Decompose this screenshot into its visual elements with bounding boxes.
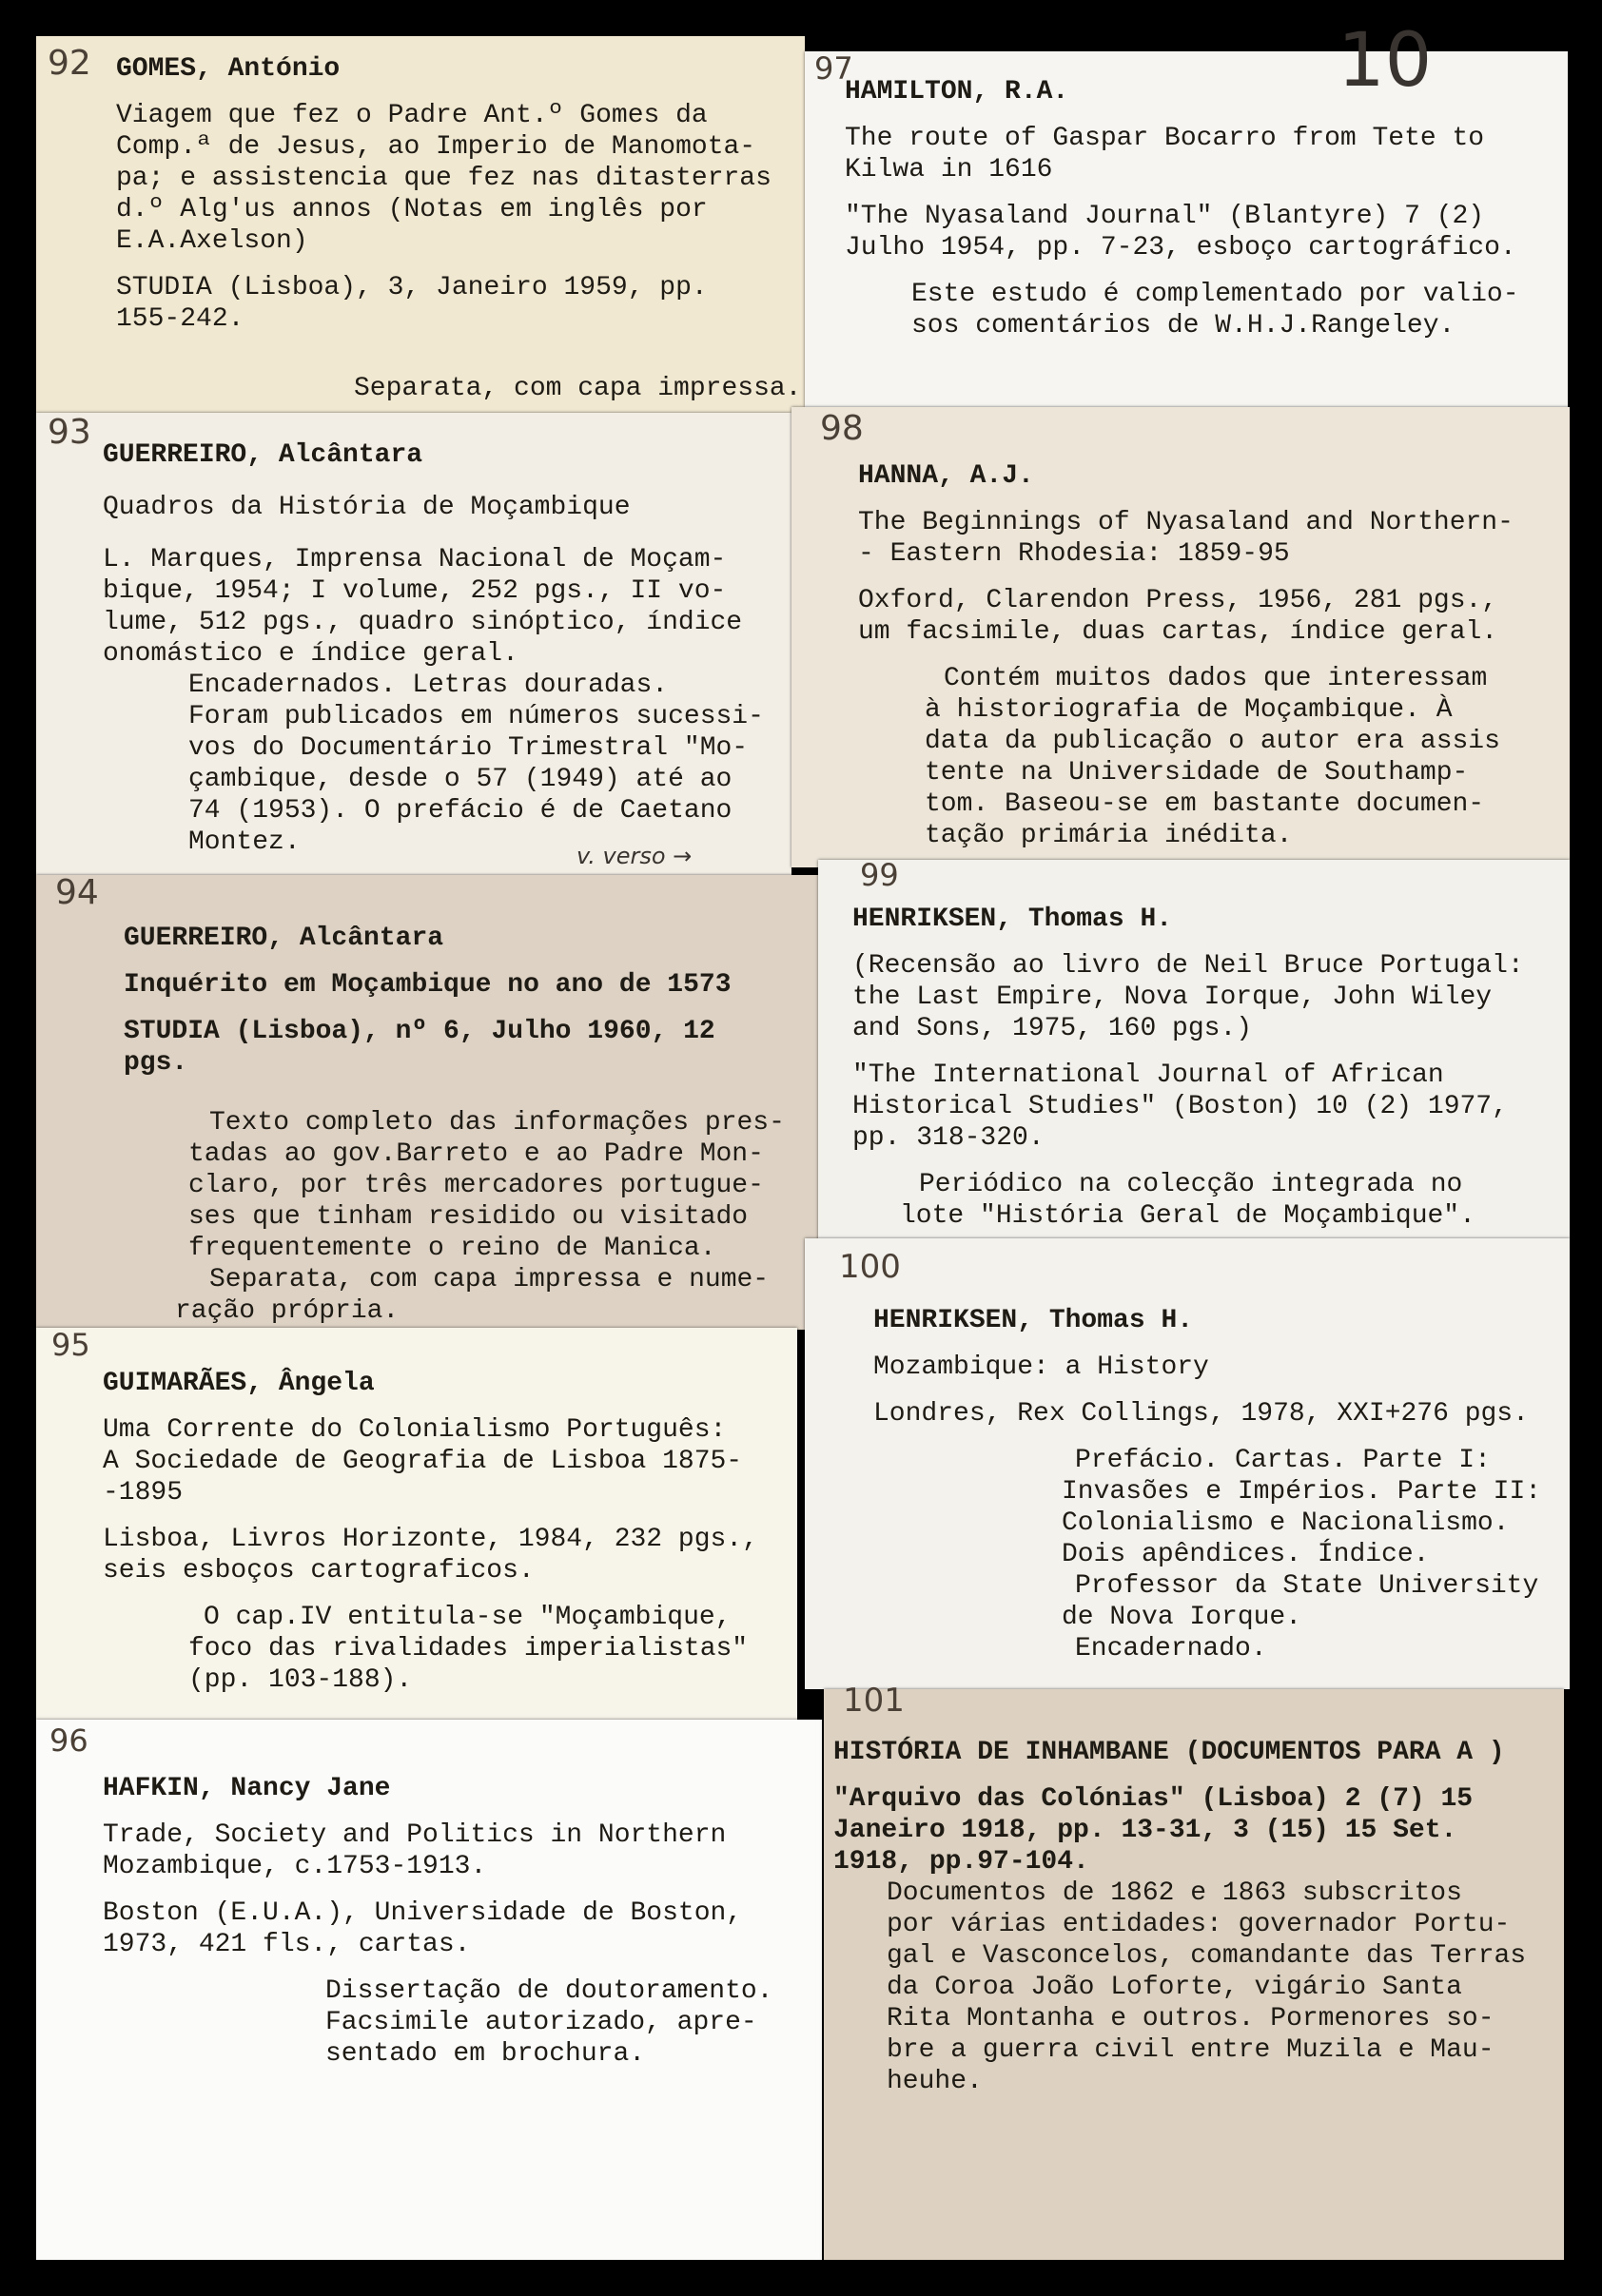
note-line: da Coroa João Loforte, vigário Santa bbox=[887, 1973, 1462, 2002]
card-heading: HENRIKSEN, Thomas H. bbox=[852, 905, 1173, 934]
catalog-card-93 bbox=[36, 413, 791, 877]
note-line: Este estudo é complementado por valio- bbox=[911, 280, 1519, 309]
title-line: and Sons, 1975, 160 pgs.) bbox=[852, 1014, 1253, 1043]
source-line: bique, 1954; I volume, 252 pgs., II vo- bbox=[103, 576, 727, 606]
note-line: à historiografia de Moçambique. À bbox=[925, 695, 1453, 725]
note-line: foco das rivalidades imperialistas" bbox=[188, 1634, 749, 1664]
note-line: Foram publicados em números sucessi- bbox=[188, 702, 764, 731]
card-heading: HISTÓRIA DE INHAMBANE (DOCUMENTOS PARA A ) bbox=[833, 1738, 1505, 1767]
note-line: frequentemente o reino de Manica. bbox=[188, 1234, 716, 1263]
note-line: O cap.IV entitula-se "Moçambique, bbox=[204, 1603, 732, 1632]
card-number: 92 bbox=[48, 44, 91, 83]
note-line: de Nova Iorque. bbox=[1062, 1603, 1302, 1632]
note-line: heuhe. bbox=[887, 2067, 983, 2096]
note-line: Texto completo das informações pres- bbox=[209, 1108, 785, 1138]
note-line: lote "História Geral de Moçambique". bbox=[900, 1201, 1475, 1231]
catalog-card-101 bbox=[824, 1682, 1564, 2260]
source-line: "The International Journal of African bbox=[852, 1060, 1444, 1090]
title-line: Viagem que fez o Padre Ant.º Gomes da bbox=[116, 101, 708, 130]
note-line: tom. Baseou-se em bastante documen- bbox=[925, 789, 1485, 819]
note-line: Colonialismo e Nacionalismo. bbox=[1062, 1508, 1510, 1538]
title-line: -1895 bbox=[103, 1478, 184, 1508]
card-number: 93 bbox=[48, 413, 91, 452]
source-line: Lisboa, Livros Horizonte, 1984, 232 pgs., bbox=[103, 1525, 758, 1554]
card-heading: HENRIKSEN, Thomas H. bbox=[873, 1306, 1194, 1335]
note-line: 74 (1953). O prefácio é de Caetano bbox=[188, 796, 733, 826]
card-heading: GUIMARÃES, Ângela bbox=[103, 1369, 375, 1398]
source-line: lume, 512 pgs., quadro sinóptico, índice bbox=[103, 608, 743, 637]
title-line: Mozambique, c.1753-1913. bbox=[103, 1852, 487, 1881]
title-line: Kilwa in 1616 bbox=[845, 155, 1053, 185]
title-line: - Eastern Rhodesia: 1859-95 bbox=[858, 539, 1290, 569]
catalog-card-98 bbox=[791, 407, 1570, 867]
title-line: (Recensão ao livro de Neil Bruce Portugal: bbox=[852, 951, 1524, 981]
note-line: bre a guerra civil entre Muzila e Mau- bbox=[887, 2035, 1495, 2065]
source-line: pp. 318-320. bbox=[852, 1123, 1045, 1153]
card-heading: GUERREIRO, Alcântara bbox=[124, 924, 444, 953]
title-line: Mozambique: a History bbox=[873, 1352, 1209, 1382]
card-number: 96 bbox=[49, 1722, 88, 1759]
title-line: The Beginnings of Nyasaland and Northern- bbox=[858, 508, 1514, 537]
source-line: um facsimile, duas cartas, índice geral. bbox=[858, 617, 1498, 647]
note-line: sos comentários de W.H.J.Rangeley. bbox=[911, 311, 1455, 341]
card-heading: GOMES, António bbox=[116, 54, 341, 84]
note-line: tação primária inédita. bbox=[925, 821, 1293, 850]
note-line: Encadernados. Letras douradas. bbox=[188, 671, 669, 700]
catalog-card-94 bbox=[36, 875, 818, 1330]
note-line: por várias entidades: governador Portu- bbox=[887, 1910, 1511, 1939]
source-line: Historical Studies" (Boston) 10 (2) 1977, bbox=[852, 1092, 1508, 1121]
note-line: Dois apêndices. Índice. bbox=[1062, 1540, 1430, 1569]
card-number: 98 bbox=[820, 409, 864, 448]
catalog-card-97 bbox=[805, 18, 1568, 407]
source-line: "The Nyasaland Journal" (Blantyre) 7 (2) bbox=[845, 202, 1485, 231]
title-line: A Sociedade de Geografia de Lisboa 1875- bbox=[103, 1447, 743, 1476]
source-line: "Arquivo das Colónias" (Lisboa) 2 (7) 15 bbox=[833, 1784, 1474, 1814]
source-line: onomástico e índice geral. bbox=[103, 639, 518, 669]
note-line: Montez. bbox=[188, 827, 301, 857]
note-line: gal e Vasconcelos, comandante das Terras bbox=[887, 1941, 1527, 1971]
note-line: ração própria. bbox=[175, 1296, 400, 1326]
title-line: Inquérito em Moçambique no ano de 1573 bbox=[124, 970, 732, 1000]
note-line: Invasões e Impérios. Parte II: bbox=[1062, 1477, 1542, 1507]
card-heading: GUERREIRO, Alcântara bbox=[103, 440, 423, 470]
source-line: Oxford, Clarendon Press, 1956, 281 pgs., bbox=[858, 586, 1498, 615]
note-line: vos do Documentário Trimestral "Mo- bbox=[188, 733, 749, 763]
source-line: 1918, pp.97-104. bbox=[833, 1847, 1089, 1877]
title-line: Trade, Society and Politics in Northern bbox=[103, 1820, 727, 1850]
source-line: 1973, 421 fls., cartas. bbox=[103, 1930, 471, 1959]
card-heading: HAFKIN, Nancy Jane bbox=[103, 1774, 391, 1803]
source-line: STUDIA (Lisboa), nº 6, Julho 1960, 12 bbox=[124, 1017, 715, 1046]
title-line: pa; e assistencia que fez nas ditasterras bbox=[116, 164, 772, 193]
handwritten-mark: 10 bbox=[1338, 18, 1433, 104]
title-line: The route of Gaspar Bocarro from Tete to bbox=[845, 124, 1485, 153]
note-line: Documentos de 1862 e 1863 subscritos bbox=[887, 1878, 1462, 1908]
note-line: Separata, com capa impressa e nume- bbox=[209, 1265, 770, 1294]
note-line: çambique, desde o 57 (1949) até ao bbox=[188, 765, 733, 794]
card-number: 94 bbox=[55, 873, 99, 912]
catalog-card-92 bbox=[36, 36, 805, 417]
handwritten-note: v. verso → bbox=[576, 843, 693, 869]
note-line: (pp. 103-188). bbox=[188, 1665, 413, 1695]
note-line: claro, por três mercadores portugue- bbox=[188, 1171, 764, 1200]
card-number: 100 bbox=[839, 1248, 901, 1286]
note-line: Rita Montanha e outros. Pormenores so- bbox=[887, 2004, 1495, 2033]
catalog-card-100 bbox=[805, 1238, 1570, 1689]
source-line: L. Marques, Imprensa Nacional de Moçam- bbox=[103, 545, 727, 574]
source-line: 155-242. bbox=[116, 304, 244, 334]
title-line: Comp.ª de Jesus, ao Imperio de Manomota- bbox=[116, 132, 756, 162]
note-line: sentado em brochura. bbox=[325, 2039, 646, 2069]
source-line: pgs. bbox=[124, 1048, 188, 1078]
source-line: Janeiro 1918, pp. 13-31, 3 (15) 15 Set. bbox=[833, 1816, 1457, 1845]
note-line: Facsimile autorizado, apre- bbox=[325, 2008, 757, 2037]
card-number: 97 bbox=[814, 50, 853, 87]
title-line: Uma Corrente do Colonialismo Português: bbox=[103, 1415, 727, 1445]
note-line: Separata, com capa impressa. bbox=[354, 374, 802, 403]
card-number: 95 bbox=[51, 1327, 90, 1363]
catalog-card-99 bbox=[818, 857, 1570, 1240]
source-line: Boston (E.U.A.), Universidade de Boston, bbox=[103, 1898, 743, 1928]
title-line: Quadros da História de Moçambique bbox=[103, 493, 631, 522]
note-line: data da publicação o autor era assis bbox=[925, 727, 1500, 756]
source-line: Julho 1954, pp. 7-23, esboço cartográfico. bbox=[845, 233, 1516, 263]
title-line: d.º Alg'us annos (Notas em inglês por bbox=[116, 195, 708, 224]
title-line: the Last Empire, Nova Iorque, John Wiley bbox=[852, 983, 1493, 1012]
card-number: 99 bbox=[860, 857, 899, 893]
note-line: tente na Universidade de Southamp- bbox=[925, 758, 1469, 788]
catalog-card-96 bbox=[36, 1720, 822, 2260]
note-line: Prefácio. Cartas. Parte I: bbox=[1075, 1446, 1491, 1475]
card-heading: HANNA, A.J. bbox=[858, 461, 1034, 491]
source-line: STUDIA (Lisboa), 3, Janeiro 1959, pp. bbox=[116, 273, 708, 302]
source-line: Londres, Rex Collings, 1978, XXI+276 pgs. bbox=[873, 1399, 1529, 1429]
card-number: 101 bbox=[843, 1682, 905, 1720]
note-line: Periódico na colecção integrada no bbox=[919, 1170, 1463, 1199]
note-line: tadas ao gov.Barreto e ao Padre Mon- bbox=[188, 1139, 764, 1169]
note-line: Professor da State University bbox=[1075, 1571, 1539, 1601]
note-line: Encadernado. bbox=[1075, 1634, 1267, 1664]
catalog-card-95 bbox=[36, 1328, 797, 1723]
card-heading: HAMILTON, R.A. bbox=[845, 77, 1069, 107]
note-line: Contém muitos dados que interessam bbox=[944, 664, 1488, 693]
note-line: ses que tinham residido ou visitado bbox=[188, 1202, 749, 1232]
title-line: E.A.Axelson) bbox=[116, 226, 308, 256]
source-line: seis esboços cartograficos. bbox=[103, 1556, 535, 1586]
note-line: Dissertação de doutoramento. bbox=[325, 1976, 773, 2006]
